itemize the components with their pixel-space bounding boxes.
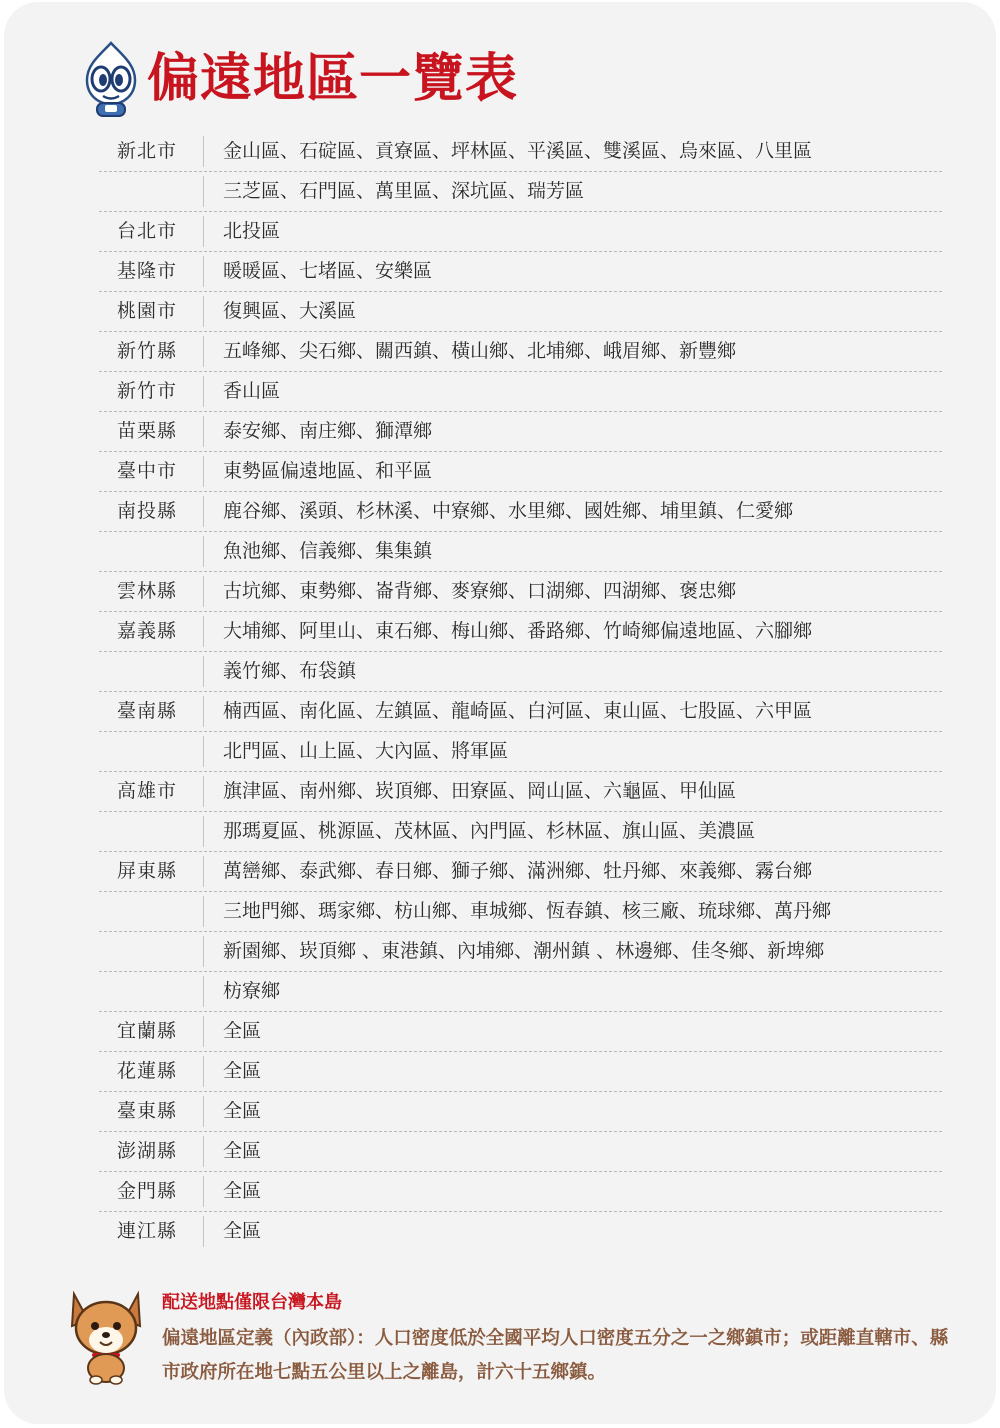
table-row bbox=[99, 1132, 942, 1172]
definition-text: 偏遠地區定義（內政部）：人口密度低於全國平均人口密度五分之一之鄉鎮市；或距離直轄市、縣市政府所在地七點五公里以上之離島，計六十五鄉鎮。 bbox=[162, 1328, 949, 1383]
county-name: 基隆市 bbox=[117, 260, 178, 282]
column-divider bbox=[203, 936, 204, 967]
county-name: 花蓮縣 bbox=[117, 1060, 178, 1082]
table-row bbox=[99, 852, 942, 892]
towns-list: 新園鄉、崁頂鄉 、東港鎮、內埔鄉、潮州鎮 、林邊鄉、佳冬鄉、新埤鄉 bbox=[223, 940, 825, 962]
column-divider bbox=[203, 216, 204, 247]
region-table bbox=[99, 132, 942, 1251]
towns-list: 東勢區偏遠地區、和平區 bbox=[223, 460, 433, 482]
towns-list: 復興區、大溪區 bbox=[223, 300, 357, 322]
county-name: 金門縣 bbox=[117, 1180, 178, 1202]
towns-list: 全區 bbox=[223, 1140, 262, 1162]
towns-list: 香山區 bbox=[223, 380, 281, 402]
footer-note bbox=[64, 1282, 964, 1392]
column-divider bbox=[203, 856, 204, 887]
table-row bbox=[99, 932, 942, 972]
column-divider bbox=[203, 1136, 204, 1167]
table-row bbox=[99, 212, 942, 252]
towns-list: 古坑鄉、東勢鄉、崙背鄉、麥寮鄉、口湖鄉、四湖鄉、褒忠鄉 bbox=[223, 580, 737, 602]
county-name: 屏東縣 bbox=[117, 860, 178, 882]
dog-mascot-icon bbox=[64, 1282, 148, 1386]
column-divider bbox=[203, 576, 204, 607]
table-row bbox=[99, 252, 942, 292]
towns-list: 北投區 bbox=[223, 220, 281, 242]
delivery-notice: 配送地點僅限台灣本島 bbox=[162, 1292, 342, 1313]
table-row bbox=[99, 772, 942, 812]
column-divider bbox=[203, 496, 204, 527]
water-drop-mascot-icon bbox=[79, 40, 143, 120]
table-row bbox=[99, 172, 942, 212]
column-divider bbox=[203, 976, 204, 1007]
county-name: 台北市 bbox=[117, 220, 178, 242]
table-row bbox=[99, 412, 942, 452]
column-divider bbox=[203, 416, 204, 447]
county-name: 新北市 bbox=[117, 140, 178, 162]
towns-list: 那瑪夏區、桃源區、茂林區、內門區、杉林區、旗山區、美濃區 bbox=[223, 820, 756, 842]
county-name: 連江縣 bbox=[117, 1220, 178, 1242]
column-divider bbox=[203, 1056, 204, 1087]
county-name: 臺東縣 bbox=[117, 1100, 178, 1122]
county-name: 桃園市 bbox=[117, 300, 178, 322]
towns-list: 五峰鄉、尖石鄉、關西鎮、橫山鄉、北埔鄉、峨眉鄉、新豐鄉 bbox=[223, 340, 737, 362]
county-name: 澎湖縣 bbox=[117, 1140, 178, 1162]
towns-list: 枋寮鄉 bbox=[223, 980, 281, 1002]
towns-list: 三地門鄉、瑪家鄉、枋山鄉、車城鄉、恆春鎮、核三廠、琉球鄉、萬丹鄉 bbox=[223, 900, 832, 922]
county-name: 高雄市 bbox=[117, 780, 178, 802]
table-row bbox=[99, 572, 942, 612]
table-row bbox=[99, 132, 942, 172]
column-divider bbox=[203, 696, 204, 727]
county-name: 苗栗縣 bbox=[117, 420, 178, 442]
towns-list: 泰安鄉、南庄鄉、獅潭鄉 bbox=[223, 420, 433, 442]
column-divider bbox=[203, 336, 204, 367]
card bbox=[4, 2, 996, 1424]
county-name: 南投縣 bbox=[117, 500, 178, 522]
table-row bbox=[99, 492, 942, 532]
table-row bbox=[99, 692, 942, 732]
table-row bbox=[99, 372, 942, 412]
column-divider bbox=[203, 616, 204, 647]
table-row bbox=[99, 612, 942, 652]
table-row bbox=[99, 972, 942, 1012]
table-row bbox=[99, 1012, 942, 1052]
table-row bbox=[99, 652, 942, 692]
column-divider bbox=[203, 536, 204, 567]
table-row bbox=[99, 1172, 942, 1212]
table-row bbox=[99, 532, 942, 572]
column-divider bbox=[203, 1216, 204, 1247]
towns-list: 北門區、山上區、大內區、將軍區 bbox=[223, 740, 509, 762]
table-row bbox=[99, 812, 942, 852]
towns-list: 大埔鄉、阿里山、東石鄉、梅山鄉、番路鄉、竹崎鄉偏遠地區、六腳鄉 bbox=[223, 620, 813, 642]
towns-list: 全區 bbox=[223, 1060, 262, 1082]
county-name: 新竹縣 bbox=[117, 340, 178, 362]
table-row bbox=[99, 732, 942, 772]
county-name: 新竹市 bbox=[117, 380, 178, 402]
towns-list: 魚池鄉、信義鄉、集集鎮 bbox=[223, 540, 433, 562]
table-row bbox=[99, 452, 942, 492]
towns-list: 全區 bbox=[223, 1100, 262, 1122]
column-divider bbox=[203, 136, 204, 167]
towns-list: 暖暖區、七堵區、安樂區 bbox=[223, 260, 433, 282]
county-name: 臺南縣 bbox=[117, 700, 178, 722]
towns-list: 全區 bbox=[223, 1180, 262, 1202]
column-divider bbox=[203, 656, 204, 687]
column-divider bbox=[203, 376, 204, 407]
column-divider bbox=[203, 736, 204, 767]
towns-list: 全區 bbox=[223, 1220, 262, 1242]
towns-list: 義竹鄉、布袋鎮 bbox=[223, 660, 357, 682]
towns-list: 三芝區、石門區、萬里區、深坑區、瑞芳區 bbox=[223, 180, 585, 202]
table-row bbox=[99, 292, 942, 332]
towns-list: 萬巒鄉、泰武鄉、春日鄉、獅子鄉、滿洲鄉、牡丹鄉、來義鄉、霧台鄉 bbox=[223, 860, 813, 882]
column-divider bbox=[203, 176, 204, 207]
table-row bbox=[99, 1052, 942, 1092]
county-name: 嘉義縣 bbox=[117, 620, 178, 642]
column-divider bbox=[203, 256, 204, 287]
page-title: 偏遠地區一覽表 bbox=[147, 48, 519, 109]
column-divider bbox=[203, 1176, 204, 1207]
towns-list: 全區 bbox=[223, 1020, 262, 1042]
column-divider bbox=[203, 816, 204, 847]
county-name: 臺中市 bbox=[117, 460, 178, 482]
column-divider bbox=[203, 896, 204, 927]
column-divider bbox=[203, 1016, 204, 1047]
county-name: 宜蘭縣 bbox=[117, 1020, 178, 1042]
column-divider bbox=[203, 456, 204, 487]
column-divider bbox=[203, 296, 204, 327]
towns-list: 旗津區、南州鄉、崁頂鄉、田寮區、岡山區、六龜區、甲仙區 bbox=[223, 780, 737, 802]
towns-list: 金山區、石碇區、貢寮區、坪林區、平溪區、雙溪區、烏來區、八里區 bbox=[223, 140, 813, 162]
county-name: 雲林縣 bbox=[117, 580, 178, 602]
towns-list: 楠西區、南化區、左鎮區、龍崎區、白河區、東山區、七股區、六甲區 bbox=[223, 700, 813, 722]
table-row bbox=[99, 1212, 942, 1251]
column-divider bbox=[203, 1096, 204, 1127]
towns-list: 鹿谷鄉、溪頭、杉林溪、中寮鄉、水里鄉、國姓鄉、埔里鎮、仁愛鄉 bbox=[223, 500, 794, 522]
table-row bbox=[99, 1092, 942, 1132]
table-row bbox=[99, 892, 942, 932]
table-row bbox=[99, 332, 942, 372]
column-divider bbox=[203, 776, 204, 807]
